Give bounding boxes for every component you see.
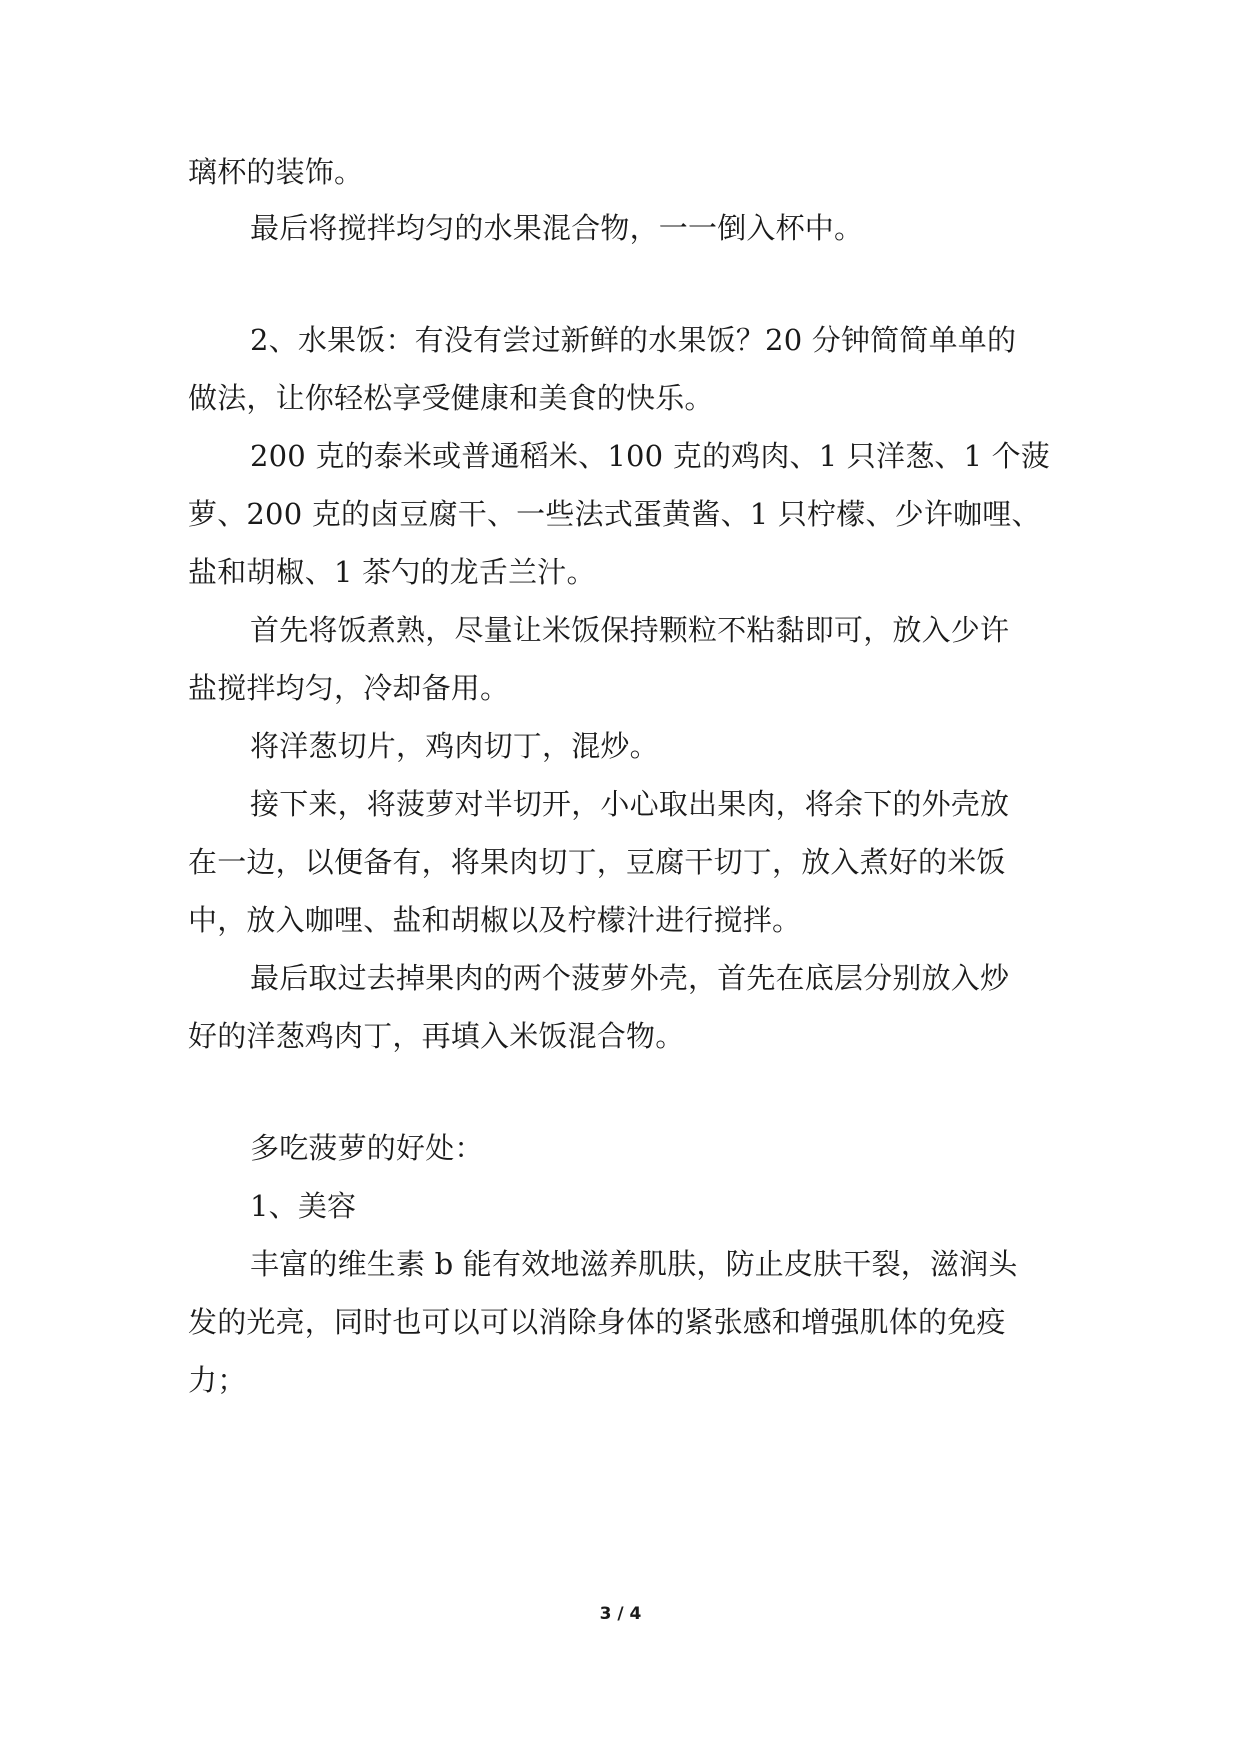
paragraph-line: 最后将搅拌均匀的水果混合物，一一倒入杯中。 — [250, 211, 864, 245]
paragraph-line: 在一边，以便备有，将果肉切丁，豆腐干切丁，放入煮好的米饭 — [188, 845, 1006, 879]
page-number: 3 / 4 — [599, 1604, 642, 1624]
section-heading: 多吃菠萝的好处： — [250, 1131, 484, 1165]
paragraph-line: 做法，让你轻松享受健康和美食的快乐。 — [188, 381, 714, 415]
paragraph-line: 璃杯的装饰。 — [188, 155, 364, 189]
paragraph-line: 最后取过去掉果肉的两个菠萝外壳，首先在底层分别放入炒 — [250, 961, 1010, 995]
paragraph-line: 盐搅拌均匀，冷却备用。 — [188, 671, 510, 705]
paragraph-line: 丰富的维生素 b 能有效地滋养肌肤，防止皮肤干裂，滋润头 — [250, 1247, 1018, 1281]
paragraph-line: 发的光亮，同时也可以可以消除身体的紧张感和增强肌体的免疫 — [188, 1305, 1006, 1339]
paragraph-line: 2、水果饭：有没有尝过新鲜的水果饭？20 分钟简简单单的 — [250, 323, 1017, 357]
paragraph-line: 力； — [188, 1363, 247, 1397]
paragraph-line: 首先将饭煮熟，尽量让米饭保持颗粒不粘黏即可，放入少许 — [250, 613, 1010, 647]
paragraph-line: 盐和胡椒、1 茶勺的龙舌兰汁。 — [188, 555, 596, 589]
paragraph-line: 萝、200 克的卤豆腐干、一些法式蛋黄酱、1 只柠檬、少许咖哩、 — [188, 497, 1041, 531]
list-heading: 1、美容 — [250, 1189, 357, 1223]
paragraph-line: 200 克的泰米或普通稻米、100 克的鸡肉、1 只洋葱、1 个菠 — [250, 439, 1051, 473]
paragraph-line: 中，放入咖哩、盐和胡椒以及柠檬汁进行搅拌。 — [188, 903, 802, 937]
paragraph-line: 将洋葱切片，鸡肉切丁，混炒。 — [250, 729, 659, 763]
paragraph-line: 接下来，将菠萝对半切开，小心取出果肉，将余下的外壳放 — [250, 787, 1010, 821]
paragraph-line: 好的洋葱鸡肉丁，再填入米饭混合物。 — [188, 1019, 685, 1053]
